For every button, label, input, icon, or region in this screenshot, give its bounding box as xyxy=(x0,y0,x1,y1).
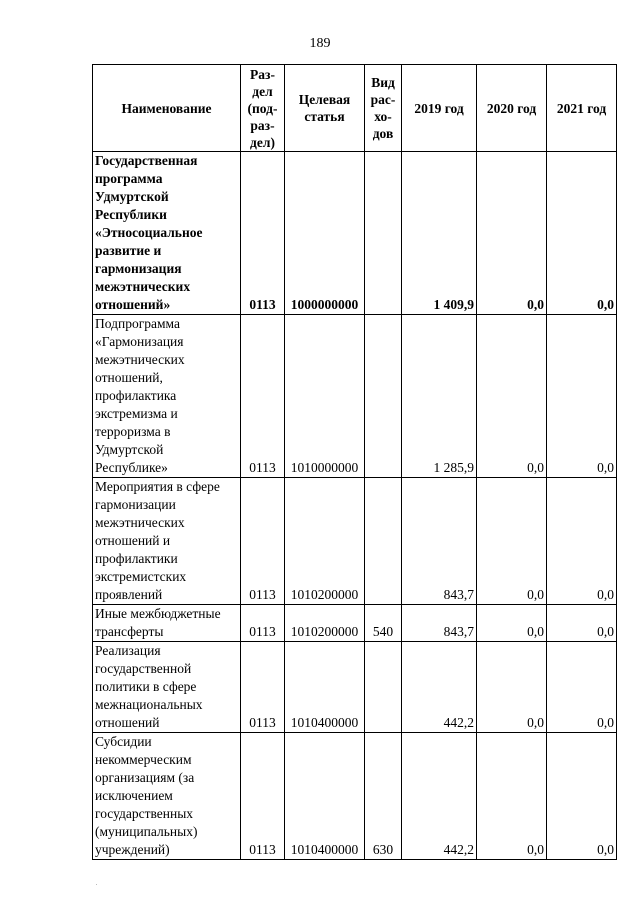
row-2020: 0,0 xyxy=(477,605,547,642)
row-section: 0113 xyxy=(241,605,285,642)
row-2020: 0,0 xyxy=(477,315,547,478)
row-expense: 540 xyxy=(365,605,402,642)
row-section: 0113 xyxy=(241,733,285,860)
scan-artifact xyxy=(96,884,97,885)
table-row xyxy=(93,733,617,860)
row-2021: 0,0 xyxy=(547,152,617,315)
header-target: Целевая статья xyxy=(285,65,365,152)
row-expense: 630 xyxy=(365,733,402,860)
row-section: 0113 xyxy=(241,642,285,733)
row-target: 1010200000 xyxy=(285,605,365,642)
page-number: 189 xyxy=(309,36,331,51)
header-2021: 2021 год xyxy=(547,65,617,152)
row-section: 0113 xyxy=(241,315,285,478)
row-expense xyxy=(365,478,402,605)
table-row xyxy=(93,152,617,315)
row-2019: 1 409,9 xyxy=(402,152,477,315)
row-name: Реализация государственной политики в сфере межнациональных отношений xyxy=(93,642,241,733)
header-section: Раз- дел (под- раз- дел) xyxy=(241,65,285,152)
row-target: 1010400000 xyxy=(285,642,365,733)
row-name: Подпрограмма «Гармонизация межэтнических отношений, профилактика экстремизма и терроризма в Удмуртской Республике» xyxy=(93,315,241,478)
row-section: 0113 xyxy=(241,478,285,605)
row-2021: 0,0 xyxy=(547,733,617,860)
row-2020: 0,0 xyxy=(477,478,547,605)
row-2021: 0,0 xyxy=(547,315,617,478)
table-row xyxy=(93,642,617,733)
header-2020: 2020 год xyxy=(477,65,547,152)
row-2019: 843,7 xyxy=(402,605,477,642)
row-2021: 0,0 xyxy=(547,642,617,733)
table-row xyxy=(93,315,617,478)
header-expense: Вид рас- хо- дов xyxy=(365,65,402,152)
row-target: 1010000000 xyxy=(285,315,365,478)
header-2019: 2019 год xyxy=(402,65,477,152)
budget-table xyxy=(92,64,617,860)
row-2019: 442,2 xyxy=(402,642,477,733)
row-name: Государственная программа Удмуртской Республики «Этносоциальное развитие и гармонизация межэтнических отношений» xyxy=(93,152,241,315)
row-2019: 442,2 xyxy=(402,733,477,860)
row-2020: 0,0 xyxy=(477,733,547,860)
row-section: 0113 xyxy=(241,152,285,315)
row-2020: 0,0 xyxy=(477,152,547,315)
row-2020: 0,0 xyxy=(477,642,547,733)
row-name: Иные межбюджетные трансферты xyxy=(93,605,241,642)
row-expense xyxy=(365,642,402,733)
row-expense xyxy=(365,152,402,315)
table-row xyxy=(93,478,617,605)
row-expense xyxy=(365,315,402,478)
row-2019: 843,7 xyxy=(402,478,477,605)
table-row xyxy=(93,605,617,642)
row-2021: 0,0 xyxy=(547,478,617,605)
row-target: 1010400000 xyxy=(285,733,365,860)
header-row xyxy=(93,65,617,152)
header-name: Наименование xyxy=(93,65,241,152)
row-target: 1000000000 xyxy=(285,152,365,315)
row-target: 1010200000 xyxy=(285,478,365,605)
table-body xyxy=(93,152,617,860)
row-name: Субсидии некоммерческим организациям (за исключением государственных (муниципальных) учреждений) xyxy=(93,733,241,860)
row-name: Мероприятия в сфере гармонизации межэтнических отношений и профилактики экстремистских проявлений xyxy=(93,478,241,605)
row-2021: 0,0 xyxy=(547,605,617,642)
row-2019: 1 285,9 xyxy=(402,315,477,478)
